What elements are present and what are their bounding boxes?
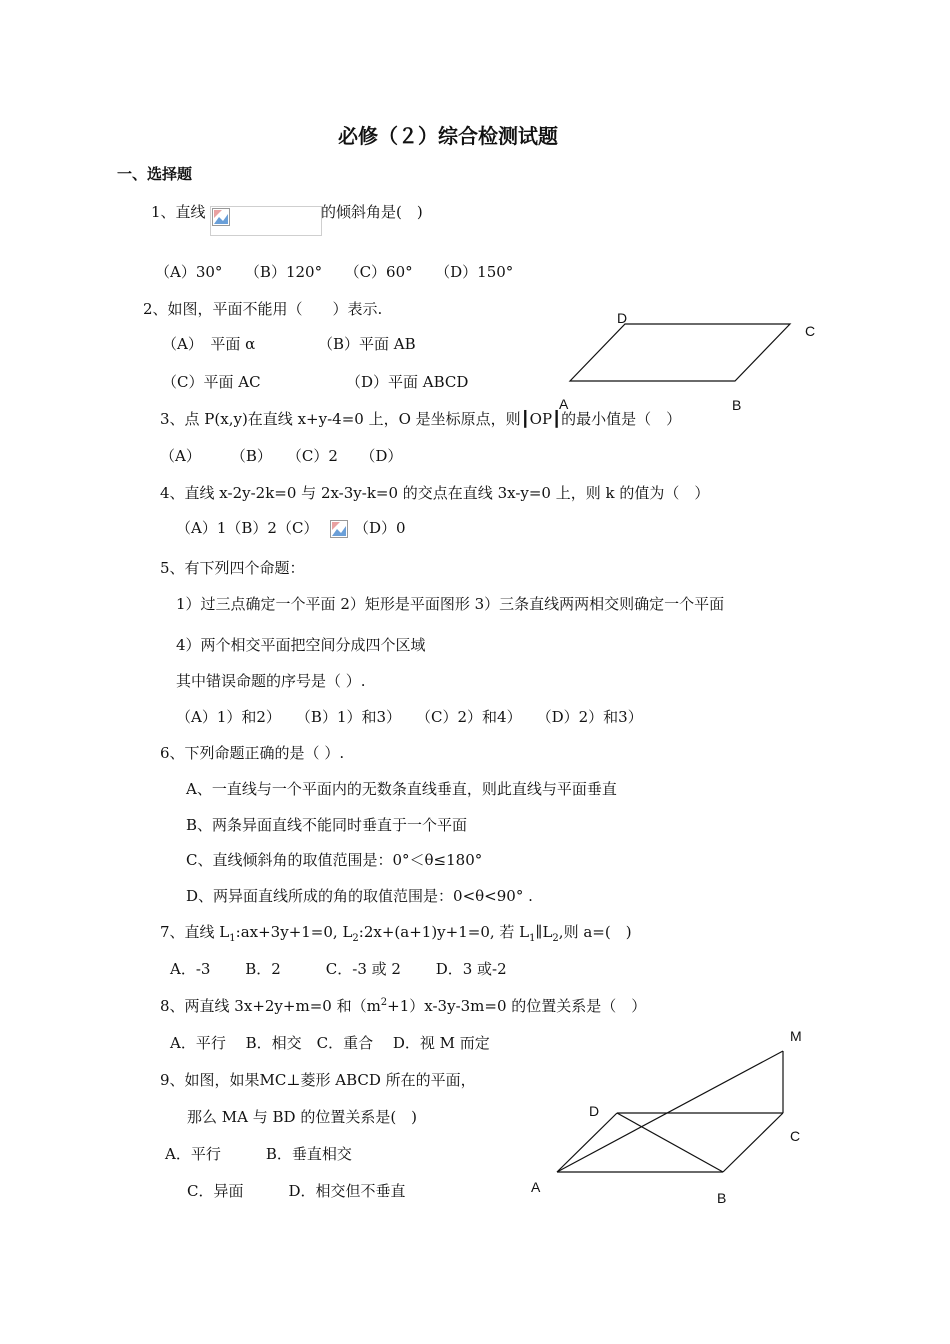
q4-options-ab: （A）1（B）2（C） bbox=[176, 519, 319, 537]
q8-text: 8、两直线 3x+2y+m=0 和$(m^2+1)x-3y-3m=0$ 的位置关系是（ ） bbox=[160, 997, 647, 1015]
q6-option-c: C、直线倾斜角的取值范围是：0°＜θ≤180° bbox=[186, 851, 483, 869]
q1-prefix: 1、直线 bbox=[151, 203, 206, 221]
fig1-label-b: B bbox=[732, 397, 742, 413]
q2-text: 2、如图，平面不能用（ ）表示. bbox=[143, 300, 383, 318]
fig1-label-d: D bbox=[617, 310, 628, 326]
q5-line3: 其中错误命题的序号是（ ）. bbox=[176, 672, 366, 690]
q2-option-c: （C）平面 AC bbox=[162, 373, 261, 391]
fig2-label-d: D bbox=[589, 1103, 600, 1119]
parallelogram-abcd bbox=[570, 324, 790, 381]
q6-option-d: D、两异面直线所成的角的取值范围是：0<θ<90° . bbox=[186, 887, 533, 905]
q5-options: （A）1）和2） （B）1）和3） （C）2）和4） （D）2）和3） bbox=[176, 708, 643, 726]
broken-image-icon bbox=[212, 208, 230, 226]
parallelogram-figure bbox=[555, 305, 830, 415]
q6-text: 6、下列命题正确的是（ ）. bbox=[160, 744, 345, 762]
q6-option-a: A、一直线与一个平面内的无数条直线垂直，则此直线与平面垂直 bbox=[186, 780, 617, 798]
edge-da bbox=[557, 1113, 617, 1172]
q9-line2: 那么 MA 与 BD 的位置关系是( ) bbox=[187, 1108, 418, 1126]
fig2-label-b: B bbox=[717, 1190, 727, 1206]
q4-option-d: （D）0 bbox=[354, 519, 406, 537]
q5-text: 5、有下列四个命题： bbox=[160, 559, 305, 577]
q1-options: （A）30° （B）120° （C）60° （D）150° bbox=[155, 263, 514, 281]
q5-line2: 4）两个相交平面把空间分成四个区域 bbox=[176, 636, 426, 654]
q8-options: A．平行 B．相交 C．重合 D．视 M 而定 bbox=[170, 1034, 490, 1052]
q9-options-ab: A．平行 B．垂直相交 bbox=[165, 1145, 352, 1163]
q9-text: 9、如图，如果MC⊥菱形 ABCD 所在的平面， bbox=[160, 1071, 476, 1089]
page-title: 必修（２）综合检测试题 bbox=[338, 124, 558, 148]
q9-options-cd: C．异面 D．相交但不垂直 bbox=[187, 1182, 406, 1200]
q3-text: 3、点 P(x,y)在直线 x+y-4=0 上，O 是坐标原点，则┃OP┃的最小值是（ ） bbox=[160, 410, 682, 428]
fig1-label-c: C bbox=[805, 323, 816, 339]
diagonal-bd bbox=[617, 1113, 723, 1172]
q1-suffix: 的倾斜角是( ) bbox=[321, 203, 423, 221]
fig2-label-m: M bbox=[790, 1028, 802, 1044]
broken-image-icon bbox=[330, 520, 348, 538]
rhombus-pyramid-figure bbox=[525, 1025, 825, 1215]
fig2-label-a: A bbox=[531, 1179, 541, 1195]
q2-option-d: （D）平面 ABCD bbox=[346, 373, 469, 391]
q5-line1: 1）过三点确定一个平面 2）矩形是平面图形 3）三条直线两两相交则确定一个平面 bbox=[176, 595, 725, 613]
q2-option-a: （A） 平面 α bbox=[162, 335, 256, 353]
q4-text: 4、直线 x-2y-2k=0 与 2x-3y-k=0 的交点在直线 3x-y=0 上，则 k 的值为（ ） bbox=[160, 484, 710, 502]
fig2-label-c: C bbox=[790, 1128, 801, 1144]
q7-options: A．-3 B．2 C．-3 或 2 D．3 或-2 bbox=[170, 960, 507, 978]
section-heading: 一、选择题 bbox=[117, 165, 193, 183]
q7-text: 7、直线 $L_1:ax+3y+1=0$, $L_2:2x+(a+1)y+1=0$, 若 $L_1\parallel L_2$,则 a=( ) bbox=[160, 923, 632, 944]
fig1-label-a: A bbox=[559, 396, 569, 412]
edge-bc bbox=[723, 1113, 783, 1172]
q3-options: （A） （B） （C）2 （D） bbox=[160, 447, 403, 465]
q6-option-b: B、两条异面直线不能同时垂直于一个平面 bbox=[186, 816, 468, 834]
q2-option-b: （B）平面 AB bbox=[318, 335, 416, 353]
